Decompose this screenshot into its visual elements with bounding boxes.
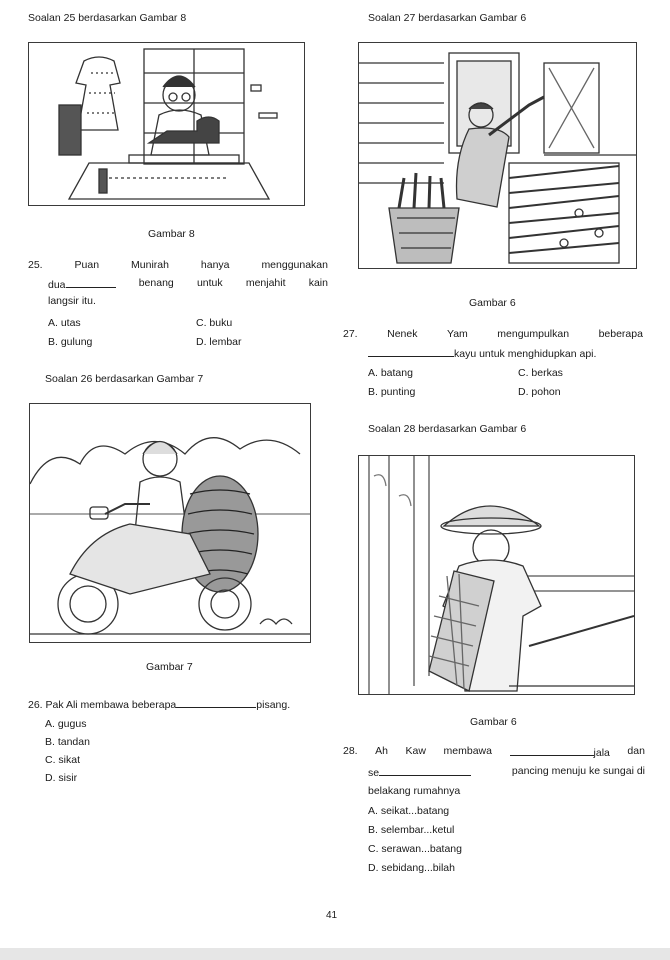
q25-option-a[interactable]: A. utas [48,317,81,329]
q25-answer-blank[interactable] [66,277,116,288]
q26-option-b[interactable]: B. tandan [45,736,90,748]
page-number: 41 [326,910,338,921]
caption-gambar-8: Gambar 8 [148,228,195,240]
q27-option-d[interactable]: D. pohon [518,386,561,398]
q27-answer-blank[interactable] [368,346,454,357]
q28-answer-blank-1[interactable] [510,745,594,756]
q28-word: Ah [375,745,388,757]
q27-word: Nenek [387,328,418,340]
q25-option-d[interactable]: D. lembar [196,336,242,348]
q28-option-b[interactable]: B. selembar...ketul [368,824,455,836]
caption-gambar-6-bottom: Gambar 6 [470,716,517,728]
q25-word: Puan [74,259,100,271]
q28-number: 28. [343,745,358,757]
q25-word: menggunakan [261,259,328,271]
q28-word: dan [627,745,645,757]
q25-word: kain [308,277,328,289]
q26-answer-blank[interactable] [176,697,256,708]
q25-word: benang [138,277,174,289]
caption-gambar-7: Gambar 7 [146,661,193,673]
q28-answer-blank-2[interactable] [379,765,471,776]
q25-line-1 [28,259,328,271]
heading-q26: Soalan 26 berdasarkan Gambar 7 [45,373,204,385]
q28-line2-end: pancing menuju ke sungai di [511,765,645,777]
q28-blank-jala: jala [510,745,610,759]
q26-option-d[interactable]: D. sisir [45,772,78,784]
q28-line-1 [343,745,645,759]
q27-line-2: kayu untuk menghidupkan api. [368,346,596,360]
heading-q25: Soalan 25 berdasarkan Gambar 8 [28,12,187,24]
q27-word: beberapa [598,328,643,340]
q27-option-c[interactable]: C. berkas [518,367,563,379]
q25-number: 25. [28,259,43,271]
q28-option-d[interactable]: D. sebidang...bilah [368,862,455,874]
q27-line-1 [343,328,643,340]
q25-word: Munirah [131,259,169,271]
q25-line-2 [48,277,328,291]
q26-option-a[interactable]: A. gugus [45,718,87,730]
q28-line-3: belakang rumahnya [368,785,461,797]
q28-word: Kaw [405,745,426,757]
q26-question: 26. Pak Ali membawa beberapa pisang. [28,699,291,711]
heading-q27: Soalan 27 berdasarkan Gambar 6 [368,12,527,24]
illustration-gambar-6-bottom [358,455,635,695]
q28-line2-start: se [368,765,471,779]
bottom-band [0,948,670,960]
q25-word: untuk [196,277,223,289]
q25-line-3: langsir itu. [48,295,96,307]
q25-word: hanya [200,259,230,271]
q27-option-a[interactable]: A. batang [368,367,413,379]
q25-option-c[interactable]: C. buku [196,317,233,329]
q27-number: 27. [343,328,358,340]
caption-gambar-6-top: Gambar 6 [469,297,516,309]
q28-line-2 [368,765,645,779]
illustration-gambar-7 [29,403,311,643]
illustration-gambar-8 [28,42,305,206]
q25-word: menjahit [245,277,286,289]
q27-word: Yam [446,328,468,340]
q28-option-a[interactable]: A. seikat...batang [368,805,450,817]
q28-word: membawa [443,745,492,757]
q25-line2-start: dua [48,277,116,291]
illustration-gambar-6-top [358,42,637,269]
q25-option-b[interactable]: B. gulung [48,336,93,348]
q27-word: mengumpulkan [497,328,570,340]
q26-option-c[interactable]: C. sikat [45,754,81,766]
q27-option-b[interactable]: B. punting [368,386,416,398]
heading-q28: Soalan 28 berdasarkan Gambar 6 [368,423,527,435]
q28-option-c[interactable]: C. serawan...batang [368,843,462,855]
